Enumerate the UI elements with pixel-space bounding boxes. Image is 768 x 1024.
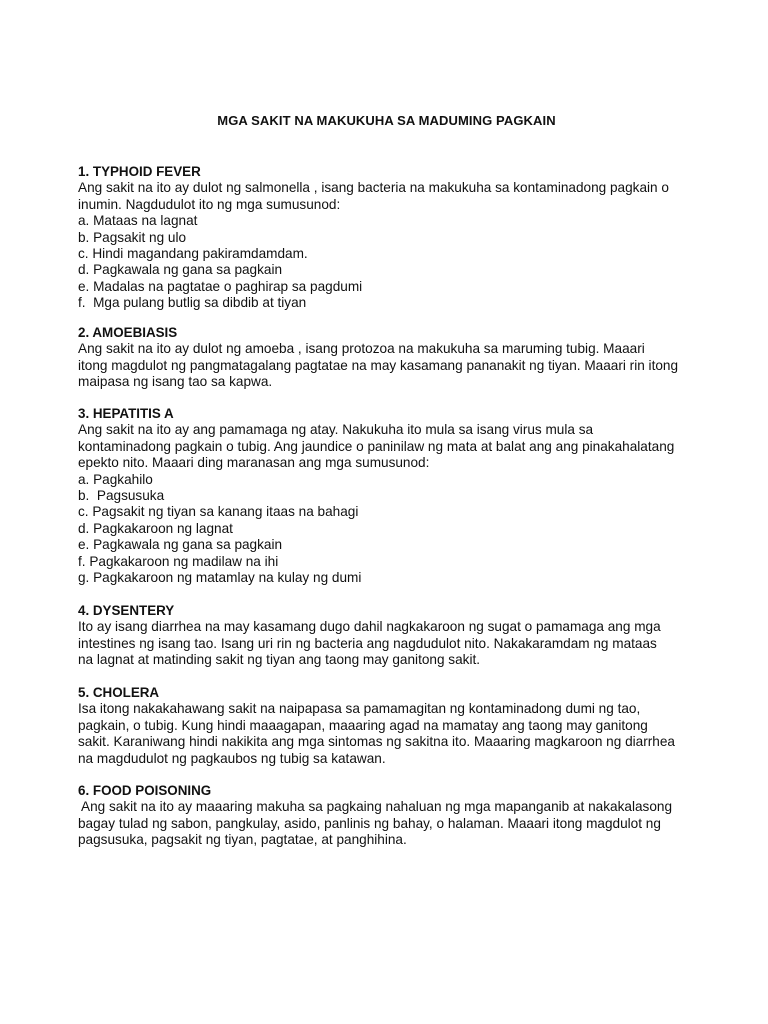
list-item: c. Hindi magandang pakiramdamdam. — [78, 246, 308, 262]
body-line: maipasa ng isang tao sa kapwa. — [78, 374, 273, 390]
section-heading: 2. AMOEBIASIS — [78, 325, 178, 340]
body-line: pagkain, o tubig. Kung hindi maaagapan, maaaring agad na mamatay ang taong may ganitong — [78, 717, 648, 733]
body-line: Ang sakit na ito ay maaaring makuha sa pagkaing nahaluan ng mga mapanganib at nakakalasong — [78, 799, 673, 815]
body-line: Ito ay isang diarrhea na may kasamang dugo dahil nagkakaroon ng sugat o pamamaga ang mga — [78, 619, 661, 635]
document-title: MGA SAKIT NA MAKUKUHA SA MADUMING PAGKAIN — [217, 113, 556, 128]
section-body — [78, 619, 718, 668]
section-body — [78, 341, 718, 390]
list-item: e. Pagkawala ng gana sa pagkain — [78, 537, 283, 553]
list-item: f. Pagkakaroon ng madilaw na ihi — [78, 553, 279, 569]
symptom-list — [78, 213, 718, 311]
body-line: intestines ng isang tao. Isang uri rin ng bacteria ang nagdudulot nito. Nakakaramdam ng mataas — [78, 635, 657, 651]
list-item: d. Pagkakaroon ng lagnat — [78, 520, 233, 536]
body-line: Isa itong nakakahawang sakit na naipapasa sa pamamagitan ng kontaminadong dumi ng tao, — [78, 701, 641, 717]
body-line: kontaminadong pagkain o tubig. Ang jaundice o paninilaw ng mata at balat ang ang pinakahalatang — [78, 438, 675, 454]
body-line: itong magdulot ng pangmatagalang pagtatae na may kasamang pananakit ng tiyan. Maaari rin itong — [78, 357, 679, 373]
section-heading: 3. HEPATITIS A — [78, 406, 174, 421]
section-heading: 6. FOOD POISONING — [78, 783, 212, 798]
body-line: Ang sakit na ito ay dulot ng amoeba , isang protozoa na makukuha sa maruming tubig. Maaari — [78, 341, 645, 357]
list-item: f. Mga pulang butlig sa dibdib at tiyan — [78, 295, 307, 311]
body-line: pagsusuka, pagsakit ng tiyan, pagtatae, at panghihina. — [78, 832, 407, 848]
body-line: epekto nito. Maaari ding maranasan ang mga sumusunod: — [78, 455, 430, 471]
section-body — [78, 799, 718, 848]
body-line: bagay tulad ng sabon, pangkulay, asido, panlinis ng bahay, o halaman. Maaari itong magdulot ng — [78, 815, 661, 831]
body-line: Ang sakit na ito ay dulot ng salmonella , isang bacteria na makukuha sa kontaminadong pagkain o — [78, 180, 669, 196]
list-item: c. Pagsakit ng tiyan sa kanang itaas na bahagi — [78, 504, 359, 520]
section-cholera — [78, 685, 718, 767]
section-hepatitis-a — [78, 406, 718, 586]
section-amoebiasis — [78, 325, 718, 391]
section-body — [78, 180, 718, 213]
section-typhoid-fever — [78, 164, 718, 312]
section-food-poisoning — [78, 783, 718, 849]
list-item: a. Pagkahilo — [78, 471, 153, 487]
section-dysentery — [78, 603, 718, 669]
body-line: na magdudulot ng pagkaubos ng tubig sa katawan. — [78, 750, 386, 766]
list-item: a. Mataas na lagnat — [78, 213, 198, 229]
section-heading: 1. TYPHOID FEVER — [78, 164, 201, 179]
symptom-list — [78, 472, 718, 587]
section-body — [78, 701, 718, 767]
section-body — [78, 422, 718, 471]
section-heading: 5. CHOLERA — [78, 685, 160, 700]
body-line: inumin. Nagdudulot ito ng mga sumusunod: — [78, 196, 341, 212]
body-line: sakit. Karaniwang hindi nakikita ang mga sintomas ng sakitna ito. Maaaring magkaroon ng diarrhea — [78, 734, 675, 750]
section-heading: 4. DYSENTERY — [78, 603, 175, 618]
body-line: Ang sakit na ito ay ang pamamaga ng atay. Nakukuha ito mula sa isang virus mula sa — [78, 422, 594, 438]
list-item: d. Pagkawala ng gana sa pagkain — [78, 262, 283, 278]
list-item: b. Pagsakit ng ulo — [78, 229, 187, 245]
list-item: e. Madalas na pagtatae o paghirap sa pagdumi — [78, 278, 363, 294]
list-item: b. Pagsusuka — [78, 488, 165, 504]
body-line: na lagnat at matinding sakit ng tiyan ang taong may ganitong sakit. — [78, 652, 481, 668]
list-item: g. Pagkakaroon ng matamlay na kulay ng dumi — [78, 570, 362, 586]
